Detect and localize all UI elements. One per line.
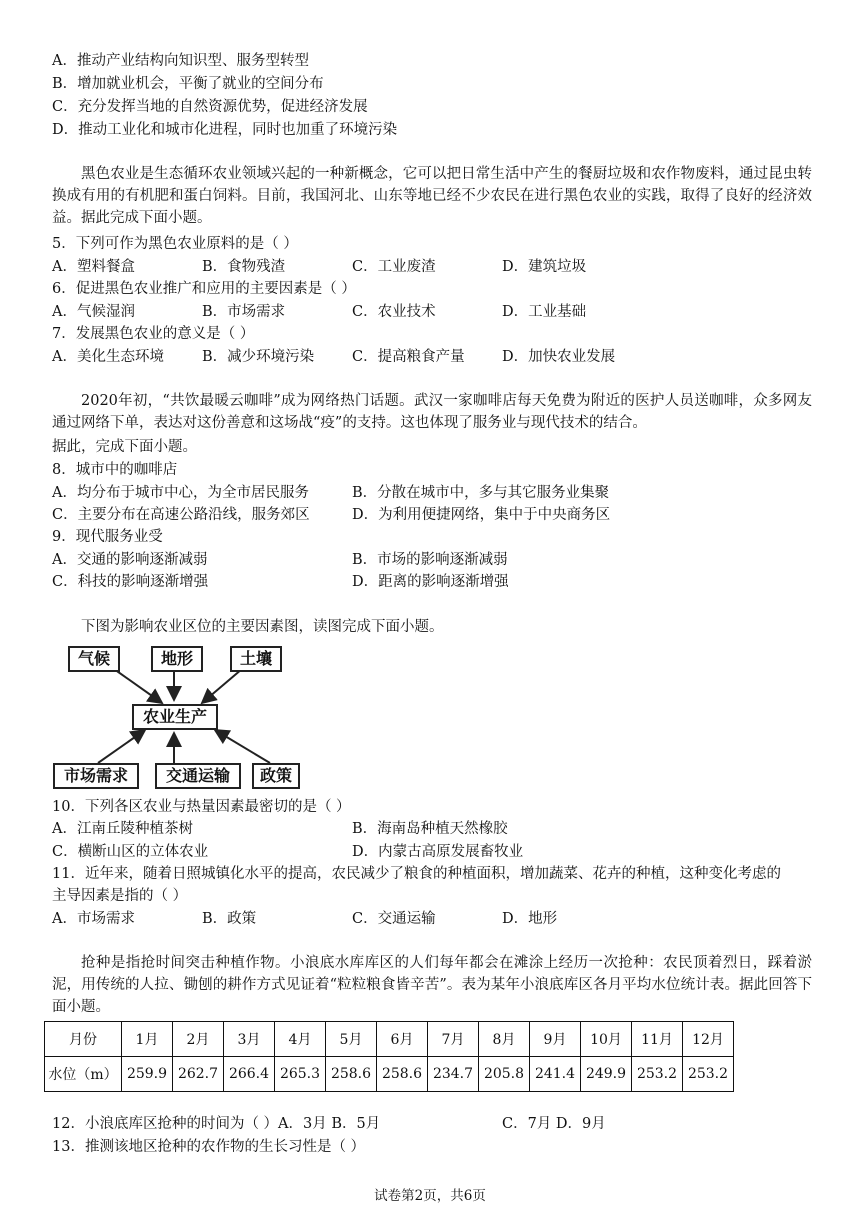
q4-option-a: A．推动产业结构向知识型、服务型转型 <box>52 53 309 69</box>
factor-box-policy: 政策 <box>252 763 300 789</box>
q5-option-c: C．工业废渣 <box>352 259 436 275</box>
coffee-passage: 2020年初，“共饮最暖云咖啡”成为网络热门话题。武汉一家咖啡店每天免费为附近的医护人员送咖啡，众多网友通过网络下单，表达对这份善意和这场战“疫”的支持。这也体现了服务业与现代技术的结合。 <box>52 393 812 431</box>
q10-option-b: B．海南岛种植天然橡胶 <box>352 821 508 837</box>
q11-option-b: B．政策 <box>202 911 257 927</box>
table-cell-level: 266.4 <box>224 1057 275 1092</box>
q7-option-c: C．提高粮食产量 <box>352 349 465 365</box>
q7-option-b: B．减少环境污染 <box>202 349 315 365</box>
factor-box-terrain: 地形 <box>151 646 203 672</box>
q6-option-d: D．工业基础 <box>502 304 587 320</box>
agri-location-intro: 下图为影响农业区位的主要因素图，读图完成下面小题。 <box>81 619 444 635</box>
q6-stem: 6．促进黑色农业推广和应用的主要因素是（ ） <box>52 281 356 297</box>
table-cell-month: 2月 <box>173 1022 224 1057</box>
q10-option-c: C．横断山区的立体农业 <box>52 844 209 860</box>
q8-option-d: D．为利用便捷网络，集中于中央商务区 <box>352 507 611 523</box>
table-cell-level: 262.7 <box>173 1057 224 1092</box>
table-cell-month: 8月 <box>479 1022 530 1057</box>
q13-stem: 13．推测该地区抢种的农作物的生长习性是（ ） <box>52 1139 366 1155</box>
table-cell-level: 258.6 <box>326 1057 377 1092</box>
q4-option-d: D．推动工业化和城市化进程，同时也加重了环境污染 <box>52 122 398 138</box>
arrow-soil <box>202 669 242 703</box>
q8-option-a: A．均分布于城市中心，为全市居民服务 <box>52 485 309 501</box>
q11-option-a: A．市场需求 <box>52 911 135 927</box>
q10-option-d: D．内蒙古高原发展畜牧业 <box>352 844 524 860</box>
q10-stem: 10．下列各区农业与热量因素最密切的是（ ） <box>52 799 351 815</box>
table-cell-month: 7月 <box>428 1022 479 1057</box>
factor-box-market: 市场需求 <box>53 763 139 789</box>
black-agri-passage: 黑色农业是生态循环农业领域兴起的一种新概念，它可以把日常生活中产生的餐厨垃圾和农作物废料，通过昆虫转换成有用的有机肥和蛋白饲料。目前，我国河北、山东等地已经不少农民在进行黑色农业的实践，取得了良好的经济效益。据此完成下面小题。 <box>52 166 812 226</box>
q6-option-b: B．市场需求 <box>202 304 286 320</box>
table-cell-level: 259.9 <box>122 1057 173 1092</box>
arrow-policy <box>215 730 270 763</box>
q7-stem: 7．发展黑色农业的意义是（ ） <box>52 326 255 342</box>
table-cell-level: 241.4 <box>530 1057 581 1092</box>
q9-option-b: B．市场的影响逐渐减弱 <box>352 552 508 568</box>
arrow-climate <box>114 669 162 703</box>
table-header-month: 月份 <box>45 1022 122 1057</box>
q5-option-b: B．食物残渣 <box>202 259 286 275</box>
table-cell-level: 249.9 <box>581 1057 632 1092</box>
table-cell-month: 4月 <box>275 1022 326 1057</box>
table-header-level: 水位（m） <box>45 1057 122 1092</box>
table-cell-level: 205.8 <box>479 1057 530 1092</box>
q8-option-b: B．分散在城市中，多与其它服务业集聚 <box>352 485 610 501</box>
center-box-agri-production: 农业生产 <box>132 704 218 730</box>
q9-option-c: C．科技的影响逐渐增强 <box>52 574 209 590</box>
table-cell-level: 258.6 <box>377 1057 428 1092</box>
q9-option-a: A．交通的影响逐渐减弱 <box>52 552 208 568</box>
table-row-months <box>45 1022 734 1057</box>
q5-option-d: D．建筑垃圾 <box>502 259 587 275</box>
q7-option-a: A．美化生态环境 <box>52 349 164 365</box>
table-cell-level: 253.2 <box>632 1057 683 1092</box>
table-cell-month: 1月 <box>122 1022 173 1057</box>
q12-stem: 12．小浪底库区抢种的时间为（ ）A．3月 B．5月 <box>52 1116 381 1132</box>
factor-box-climate: 气候 <box>68 646 120 672</box>
table-row-levels <box>45 1057 734 1092</box>
q11-stem-line1: 11．近年来，随着日照城镇化水平的提高，农民减少了粮食的种植面积，增加蔬菜、花卉的种植，这种变化考虑的 <box>52 866 781 882</box>
factor-box-transport: 交通运输 <box>155 763 241 789</box>
table-cell-month: 3月 <box>224 1022 275 1057</box>
table-cell-month: 12月 <box>683 1022 734 1057</box>
qiangzhong-passage: 抢种是指抢时间突击种植作物。小浪底水库库区的人们每年都会在滩涂上经历一次抢种：农民顶着烈日，踩着淤泥，用传统的人拉、锄刨的耕作方式见证着“粒粒粮食皆辛苦”。表为某年小浪底库区各月平均水位统计表。据此回答下面小题。 <box>52 955 812 1015</box>
coffee-instruction: 据此，完成下面小题。 <box>52 439 197 455</box>
q6-option-c: C．农业技术 <box>352 304 436 320</box>
q9-option-d: D．距离的影响逐渐增强 <box>352 574 509 590</box>
q10-option-a: A．江南丘陵种植茶树 <box>52 821 193 837</box>
factor-box-soil: 土壤 <box>230 646 282 672</box>
q4-option-c: C．充分发挥当地的自然资源优势，促进经济发展 <box>52 99 368 115</box>
q11-option-c: C．交通运输 <box>352 911 436 927</box>
q8-option-c: C．主要分布在高速公路沿线，服务郊区 <box>52 507 310 523</box>
table-cell-month: 9月 <box>530 1022 581 1057</box>
table-cell-month: 11月 <box>632 1022 683 1057</box>
q11-option-d: D．地形 <box>502 911 558 927</box>
q4-option-b: B．增加就业机会，平衡了就业的空间分布 <box>52 76 324 92</box>
table-cell-level: 234.7 <box>428 1057 479 1092</box>
q9-stem: 9．现代服务业受 <box>52 529 163 545</box>
page-footer: 试卷第2页，共6页 <box>374 1188 486 1204</box>
q5-stem: 5．下列可作为黑色农业原料的是（ ） <box>52 236 298 252</box>
table-cell-level: 265.3 <box>275 1057 326 1092</box>
q5-option-a: A．塑料餐盒 <box>52 259 135 275</box>
arrow-market <box>98 730 145 763</box>
q11-stem-line2: 主导因素是指的（ ） <box>52 888 188 904</box>
q7-option-d: D．加快农业发展 <box>502 349 616 365</box>
table-cell-level: 253.2 <box>683 1057 734 1092</box>
q8-stem: 8．城市中的咖啡店 <box>52 462 178 478</box>
q6-option-a: A．气候湿润 <box>52 304 135 320</box>
table-cell-month: 6月 <box>377 1022 428 1057</box>
table-cell-month: 5月 <box>326 1022 377 1057</box>
q12-options-tail: C．7月 D．9月 <box>502 1116 606 1132</box>
water-level-table <box>44 1021 734 1092</box>
table-cell-month: 10月 <box>581 1022 632 1057</box>
